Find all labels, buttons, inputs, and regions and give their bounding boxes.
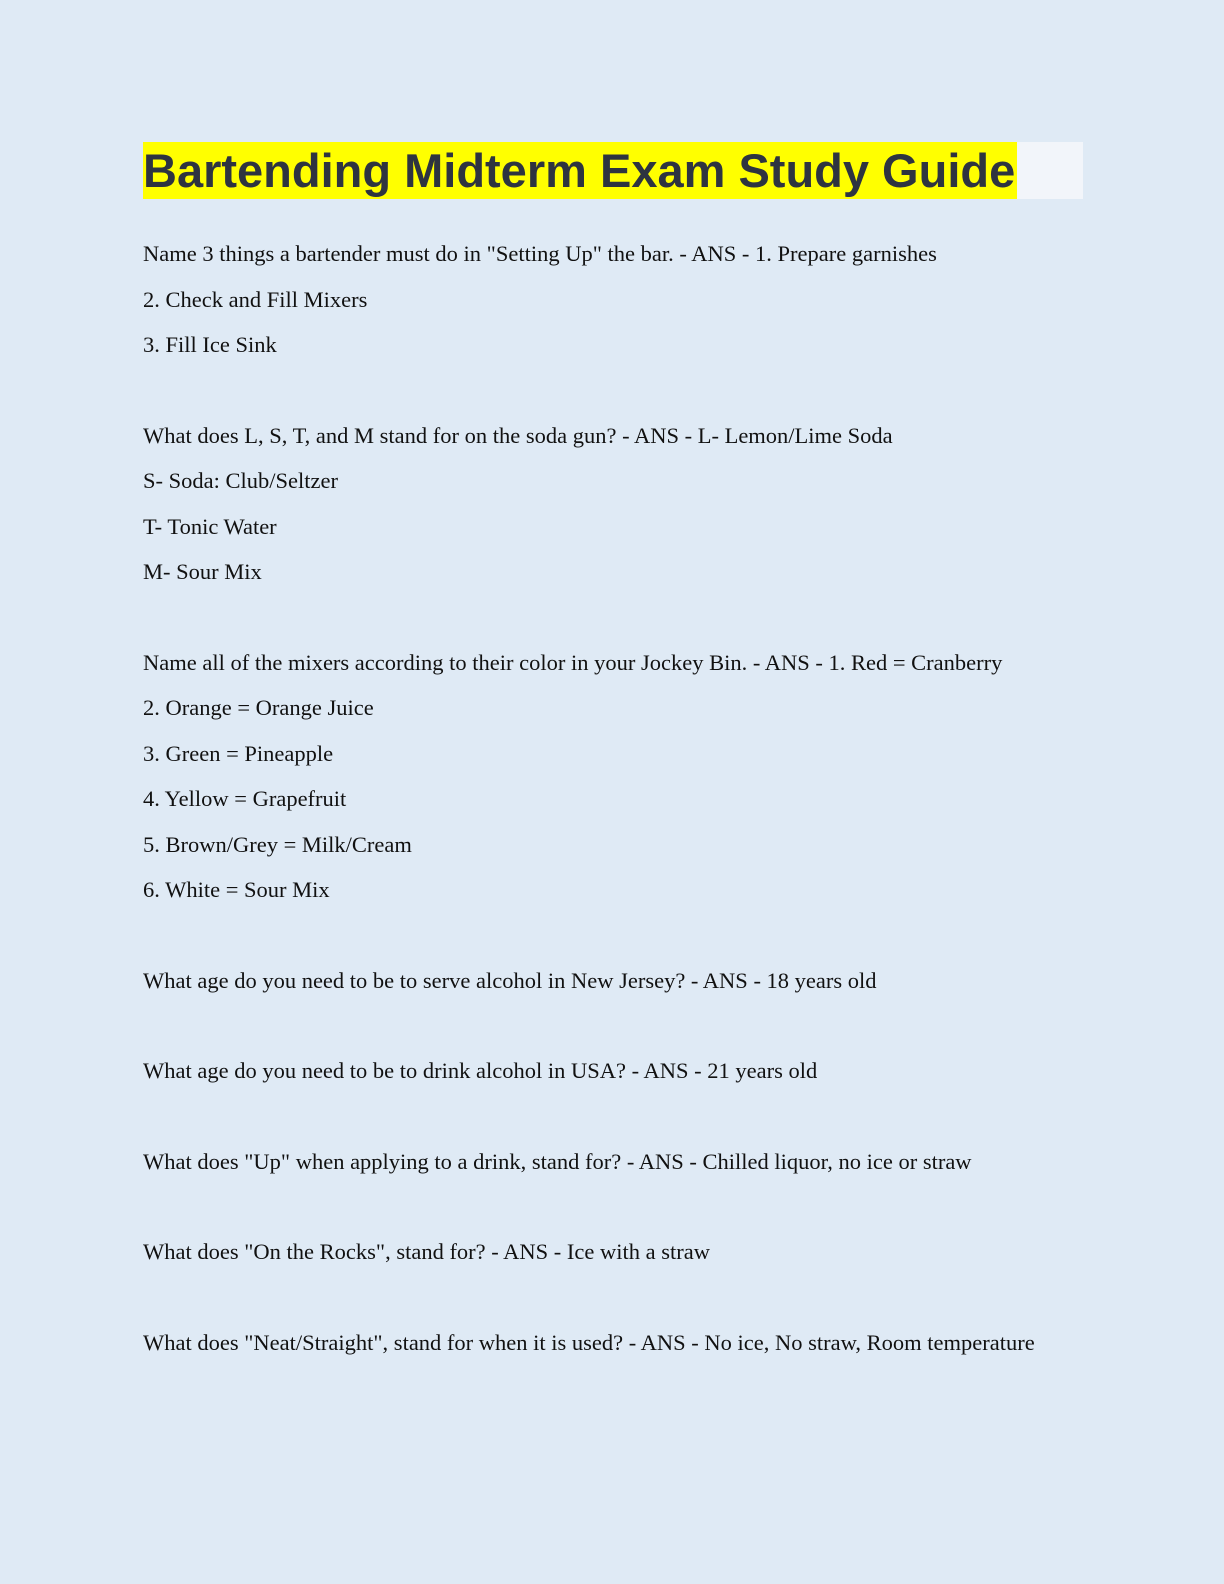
qa-item-soda-gun [143,421,1083,587]
qa-item-jockey-bin [143,648,1083,905]
qa-item-drink-age [143,1056,1083,1085]
answer-line: 3. Green = Pineapple [143,740,334,766]
question-line: What age do you need to be to serve alcohol in New Jersey? - ANS - 18 years old [143,967,877,993]
answer-line: 6. White = Sour Mix [143,877,330,902]
section-spacer [143,1192,1083,1237]
qa-item-neat-straight [143,1328,1083,1357]
question-line: What does L, S, T, and M stand for on the soda gun? - ANS - L- Lemon/Lime Soda [143,422,893,448]
answer-line: 5. Brown/Grey = Milk/Cream [143,831,412,857]
section-spacer [143,376,1083,421]
qa-item-serve-age [143,966,1083,995]
question-line: Name all of the mixers according to their color in your Jockey Bin. - ANS - 1. Red = Cranberry [143,649,1003,675]
question-line: Name 3 things a bartender must do in "Setting Up" the bar. - ANS - 1. Prepare garnishes [143,241,937,266]
answer-line: M- Sour Mix [143,559,262,584]
section-spacer [143,921,1083,966]
question-line: What does "Neat/Straight", stand for when it is used? - ANS - No ice, No straw, Room temperature [143,1329,1035,1355]
qa-item-up [143,1147,1083,1176]
answer-line: 4. Yellow = Grapefruit [143,786,347,811]
answer-line: 2. Orange = Orange Juice [143,695,374,720]
document-title: Bartending Midterm Exam Study Guide [143,144,1016,197]
section-spacer [143,1011,1083,1056]
document-page [143,142,1083,1357]
answer-line: T- Tonic Water [143,513,277,539]
section-spacer [143,603,1083,648]
qa-item-on-the-rocks [143,1237,1083,1266]
title-bar [143,142,1083,199]
qa-item-setting-up [143,239,1083,359]
question-line: What does "On the Rocks", stand for? - ANS - Ice with a straw [143,1239,710,1264]
question-line: What does "Up" when applying to a drink, stand for? - ANS - Chilled liquor, no ice or straw [143,1148,972,1174]
answer-line: 3. Fill Ice Sink [143,332,277,357]
section-spacer [143,1102,1083,1147]
answer-line: 2. Check and Fill Mixers [143,286,368,312]
question-line: What age do you need to be to drink alcohol in USA? - ANS - 21 years old [143,1058,818,1083]
section-spacer [143,1283,1083,1328]
answer-line: S- Soda: Club/Seltzer [143,468,338,493]
